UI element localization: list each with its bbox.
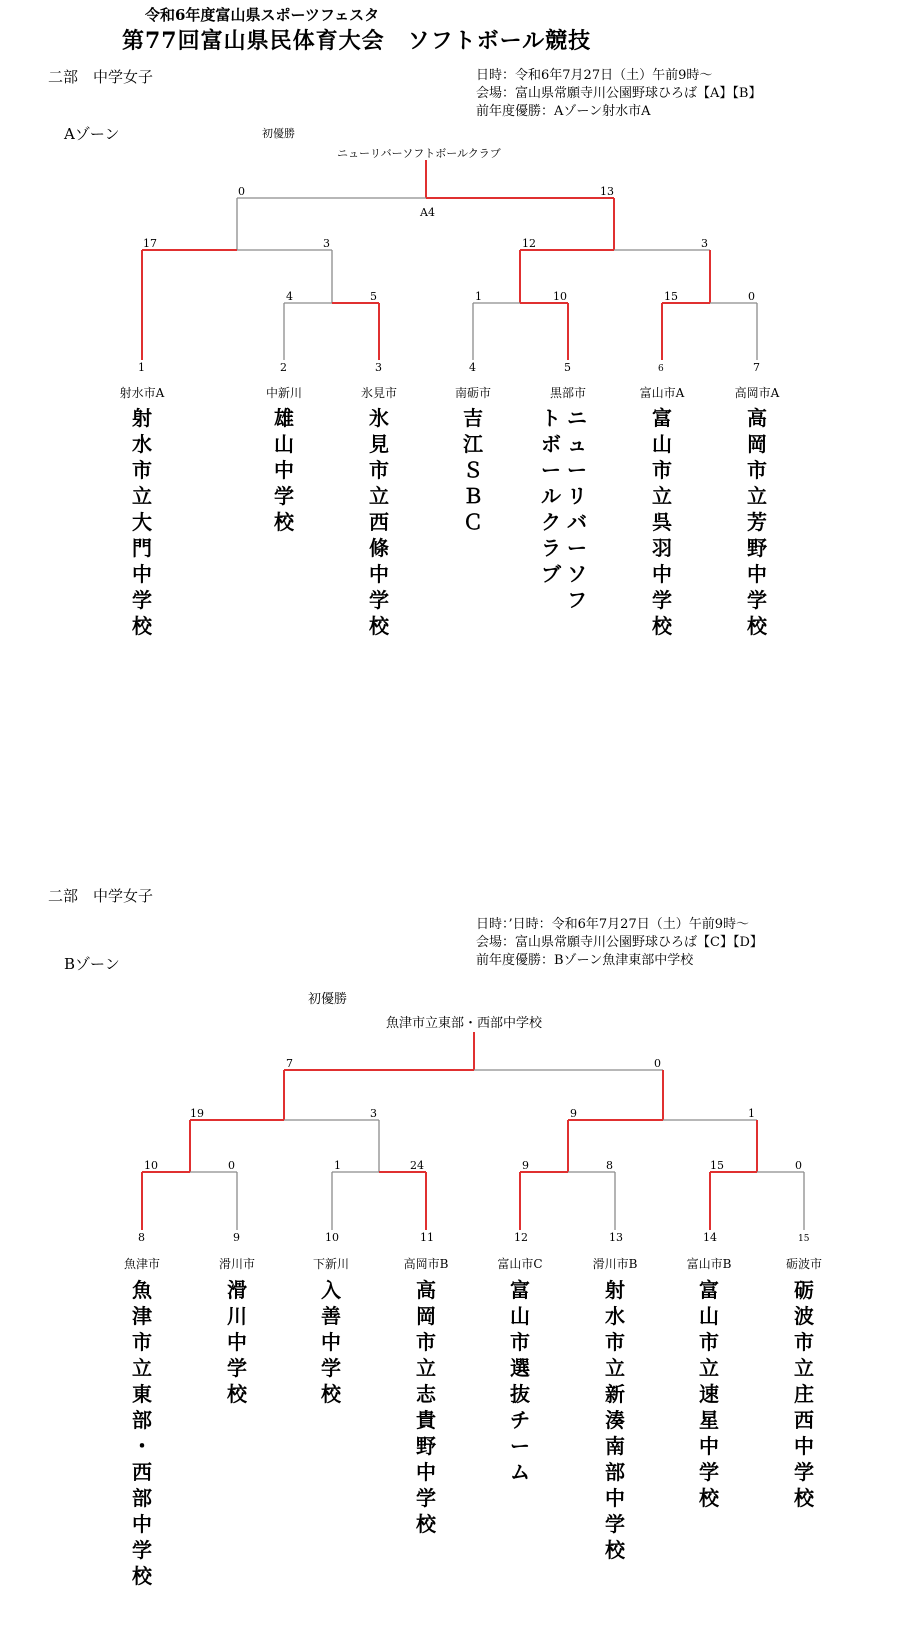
team-school: 高 岡 市 立 芳 野 中 学 校 [747,406,767,638]
team-number: 3 [375,361,382,374]
team-number: 10 [325,1231,339,1244]
team-school: 砺 波 市 立 庄 西 中 学 校 [794,1278,814,1510]
score: 0 [795,1159,802,1172]
score: 15 [664,290,678,303]
team-school: 富 山 市 選 抜 チ ー ム [510,1278,530,1484]
zone-a-match-code: A4 [420,206,435,219]
team-region: 射水市A [119,386,165,400]
team-region: 富山市A [639,386,685,400]
zone-a-label: Aゾーン [64,125,120,143]
team-number: 4 [469,361,476,374]
score: 1 [475,290,482,303]
team-school: 射 水 市 立 大 門 中 学 校 [132,406,152,638]
zone-b-bracket [0,1020,900,1240]
score: 19 [190,1107,204,1120]
team-region: 滑川市 [218,1257,255,1271]
division-label-b: 二部 中学女子 [48,887,154,905]
team-school: 氷 見 市 立 西 條 中 学 校 [369,406,389,638]
team-school: 高 岡 市 立 志 貴 野 中 学 校 [416,1278,436,1536]
team-number: 5 [564,361,571,374]
division-label-a: 二部 中学女子 [48,68,154,86]
zone-b-label: Bゾーン [64,955,120,973]
score: 24 [410,1159,424,1172]
event-title: 第77回富山県民体育大会 ソフトボール競技 [122,28,592,54]
score: 0 [238,185,245,198]
zone-b-champion-label: 初優勝 [308,992,348,1007]
score: 3 [701,237,708,250]
zone-b-previous-winner: 前年度優勝：Bゾーン魚津東部中学校 [476,953,694,968]
zone-a-previous-winner: 前年度優勝：Aゾーン射水市A [476,104,651,119]
score: 3 [323,237,330,250]
team-region: 滑川市B [592,1257,638,1271]
team-number: 9 [233,1231,240,1244]
team-number: 11 [420,1231,434,1244]
score: 1 [748,1107,755,1120]
team-school: 富 山 市 立 呉 羽 中 学 校 [652,406,672,638]
score: 9 [570,1107,577,1120]
zone-a-bracket [0,0,900,380]
team-number: 14 [703,1231,717,1244]
team-number: 12 [514,1231,528,1244]
team-region: 魚津市 [123,1257,160,1271]
score: 4 [286,290,293,303]
zone-a-venue: 会場：富山県常願寺川公園野球ひろば【A】【B】 [476,86,762,101]
score: 7 [286,1057,293,1070]
zone-b-date: 日時：’日時：令和6年7月27日（土）午前9時～ [476,917,749,932]
zone-a-date: 日時：令和6年7月27日（土）午前9時～ [476,68,713,83]
zone-b-venue: 会場：富山県常願寺川公園野球ひろば【C】【D】 [476,935,763,950]
score: 13 [600,185,614,198]
score: 0 [228,1159,235,1172]
team-school: 吉 江 Ｓ Ｂ Ｃ [463,406,483,534]
team-region: 氷見市 [360,386,397,400]
score: 5 [370,290,377,303]
zone-a-champion-label: 初優勝 [262,127,295,140]
team-number: 1 [138,361,145,374]
score: 15 [710,1159,724,1172]
team-region: 富山市C [497,1257,543,1271]
score: 0 [654,1057,661,1070]
team-school: 雄 山 中 学 校 [274,406,294,534]
score: 10 [553,290,567,303]
score: 12 [522,237,536,250]
team-region: 砺波市 [785,1257,822,1271]
team-school: 射 水 市 立 新 湊 南 部 中 学 校 [605,1278,625,1562]
team-school: 滑 川 中 学 校 [227,1278,247,1406]
team-number: 8 [138,1231,145,1244]
zone-b-info [476,916,763,970]
score: 10 [144,1159,158,1172]
score: 3 [370,1107,377,1120]
team-region: 下新川 [312,1257,349,1271]
team-school: 富 山 市 立 速 星 中 学 校 [699,1278,719,1510]
team-number: 7 [753,361,760,374]
team-region: 中新川 [265,386,302,400]
team-number: 6 [658,364,664,374]
team-number: 2 [280,361,287,374]
score: 17 [143,237,157,250]
team-school: 魚 津 市 立 東 部 ・ 西 部 中 学 校 [132,1278,152,1588]
team-school: 入 善 中 学 校 [321,1278,341,1406]
event-subtitle: 令和6年度富山県スポーツフェスタ [145,6,380,24]
team-region: 南砺市 [454,386,491,400]
team-region: 富山市B [686,1257,732,1271]
score: 1 [334,1159,341,1172]
zone-b-champion-name: 魚津市立東部・西部中学校 [386,1016,543,1031]
team-school: ニ ュ ー リ バ ー ソ フ ト ボ ー ル ク ラ ブ [541,406,587,612]
score: 0 [748,290,755,303]
zone-a-champion-name: ニューリバーソフトボールクラブ [337,147,501,160]
team-region: 高岡市A [734,386,780,400]
score: 9 [522,1159,529,1172]
team-number: 13 [609,1231,623,1244]
score: 8 [606,1159,613,1172]
team-number: 15 [798,1234,810,1244]
team-region: 高岡市B [403,1257,449,1271]
team-region: 黒部市 [549,386,586,400]
